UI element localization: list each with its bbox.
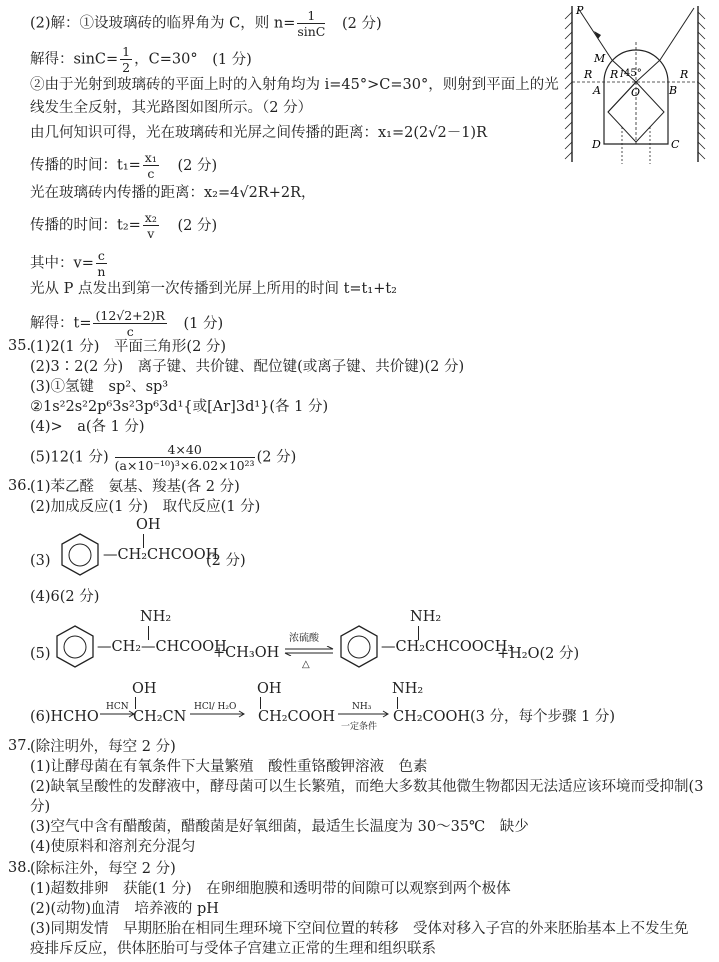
q36-item5-left-chain: —CH₂—CHCOOH [97,639,227,655]
q36-line-1: (1)苯乙醛 氨基、羧基(各 2 分) [30,479,240,495]
label-o: O [631,86,641,99]
fraction: $\frac{\text{x₁}}{c}$ [144,150,157,181]
label-angle: 45° [624,68,642,79]
fraction: $\frac{\text{x₂}}{v}$ [144,210,157,241]
q36-item6-reagent2: HCl/ H₂O [194,702,237,712]
q36-item5-right-chain: —CH₂CHCOOCH₃ [381,639,514,655]
label-a: A [593,84,601,97]
q36-item3-score: (2 分) [206,553,246,569]
arrow-icon [190,710,246,718]
q36-line-4: (4)6(2 分) [30,589,100,605]
optics-diagram [560,2,710,168]
q37-line-5: (4)使原料和溶剂充分混匀 [30,839,196,855]
q35-line-2: (2)3∶2(2 分) 离子键、共价键、配位键(或离子键、共价键)(2 分) [30,359,465,375]
q36-item3-label: (3) [30,553,51,569]
label-r-inner: R [610,68,619,81]
q37-line-1: (1)让酵母菌在有氧条件下大量繁殖 酸性重铬酸钾溶液 色素 [30,759,428,775]
q34-time-t1-line: 传播的时间：t₁= $\frac{\text{x₁}}{c}$ (2 分) [30,150,218,181]
q37-note: (除注明外，每空 2 分) [30,739,176,755]
q34-distance-x2-line: 光在玻璃砖内传播的距离：x₂=4√2R+2R， [30,185,316,201]
q36-item5-nh2-left: NH₂ [140,609,172,625]
label-d: D [592,138,601,151]
q34-total-time-line: 光从 P 点发出到第一次传播到光屏上所用的时间 t=t₁+t₂ [30,281,397,297]
q34-result-line: 解得：t= $\frac{(12√2+2)R}{c}$ (1 分) [30,308,224,339]
q36-line-2: (2)加成反应(1 分) 取代反应(1 分) [30,499,261,515]
ray-arrow [594,31,601,39]
q38-line-4: 疫排斥反应，供体胚胎可与受体子宫建立正常的生理和组织联系 [30,941,436,957]
q36-item6-score: (3 分，每个步骤 1 分) [470,709,616,725]
q34-critical-angle-line: (2)解：①设玻璃砖的临界角为 C，则 n= $\frac{1}{\sin C}$ (2 分) [30,8,382,39]
exit-ray-right [660,8,694,60]
q34-total-reflection-line: ②由于光射到玻璃砖的平面上时的入射角均为 i=45°>C=30°，则射到平面上的光 [30,77,559,93]
fraction: $\frac{(12√2+2)R}{c}$ [95,308,165,339]
label-c: C [671,138,680,151]
q36-item5-methanol: +CH₃OH [213,645,280,661]
q36-item5-condition-top: 浓硫酸 [289,633,319,644]
q36-item6-reagent3-top: NH₃ [352,702,372,712]
q37-number: 37. [8,738,32,754]
arrow-icon [100,710,136,718]
q36-item5-nh2-right: NH₂ [410,609,442,625]
label-p: P [576,4,584,17]
q35-line-5: (4)> a(各 1 分) [30,419,145,435]
right-screen-hatch [698,12,705,159]
q36-item5-condition-bottom: △ [302,659,310,670]
q36-item6-product1: CH₂CN [133,709,187,725]
fraction: $\frac{1}{2}$ [122,44,131,75]
q37-line-3: 分) [30,799,51,815]
q36-item6-product2: CH₂COOH [258,709,336,725]
q36-item6-label: (6)HCHO [30,709,99,725]
q38-number: 38. [8,860,32,876]
q38-line-2: (2)(动物)血清 培养液的 pH [30,901,219,917]
q36-item6-oh2: OH [257,681,282,697]
q35-number: 35. [8,338,32,354]
arrow-icon [338,710,390,718]
q37-line-2: (2)缺氧呈酸性的发酵液中，酵母菌可以生长繁殖，而绝大多数其他微生物都因无法适应该环境而受抑制(3 [30,779,704,795]
label-i: I [620,70,624,80]
label-r-left: R [584,68,593,81]
benzene-ring-icon [50,622,100,672]
q38-line-3: (3)同期发情 早期胚胎在相同生理环境下空间位置的转移 受体对移入子宫的外来胚胎基本上不发生免 [30,921,689,937]
fraction: $\frac{1}{\sin C}$ [297,8,326,39]
left-screen-hatch [565,12,572,159]
equilibrium-arrow-icon [283,646,335,656]
q35-line-6: (5)12(1 分) $\frac{4\times 40}{\text{(a×10⁻¹⁰)³×6.02×10²³}}$ (2 分) [30,442,297,473]
fraction: $\frac{4\times 40}{\text{(a×10⁻¹⁰)³×6.02×10²³}}$ [114,442,255,473]
benzene-ring-icon [55,530,105,580]
q34-path-figure-line: 线发生全反射，其光路图如图所示。（2 分） [30,100,313,116]
fraction: $\frac{c}{n}$ [97,248,106,279]
label-r-right: R [680,68,689,81]
q36-item6-nh2: NH₂ [392,681,424,697]
label-b: B [669,84,678,97]
q37-line-4: (3)空气中含有醋酸菌，醋酸菌是好氧细菌，最适生长温度为 30～35℃ 缺少 [30,819,529,835]
q35-line-1: (1)2(1 分) 平面三角形(2 分) [30,339,227,355]
q36-number: 36. [8,478,32,494]
q35-line-4: ②1s²2s²2p⁶3s²3p⁶3d¹{或[Ar]3d¹}(各 1 分) [30,399,329,415]
q36-item6-reagent1: HCN [106,702,129,712]
benzene-ring-icon [334,622,384,672]
label-m: M [594,52,606,65]
q36-item3-chain: —CH₂CHCOOH [103,547,219,563]
q36-item6-reagent3-bottom: 一定条件 [341,722,378,732]
q36-item6-oh1: OH [132,681,157,697]
q36-item3-oh: OH [136,517,161,533]
q38-line-1: (1)超数排卵 获能(1 分) 在卵细胞膜和透明带的间隙可以观察到两个极体 [30,881,511,897]
q36-item5-tail: +H₂O(2 分) [497,646,580,662]
q34-time-t2-line: 传播的时间：t₂= $\frac{\text{x₂}}{v}$ (2 分) [30,210,218,241]
q34-distance-x1-line: 由几何知识可得，光在玻璃砖和光屏之间传播的距离：x₁=2(2√2－1)R [30,125,488,141]
q38-note: (除标注外，每空 2 分) [30,861,176,877]
q34-velocity-line: 其中：v= $\frac{c}{n}$ [30,248,106,279]
q36-item5-label: (5) [30,646,51,662]
q36-item6-product3: CH₂COOH [393,709,471,725]
q35-line-3: (3)①氢键 sp²、sp³ [30,379,169,395]
q34-solve-sinc-line: 解得：sinC= $\frac{1}{2}$ ，C=30° (1 分) [30,44,252,75]
